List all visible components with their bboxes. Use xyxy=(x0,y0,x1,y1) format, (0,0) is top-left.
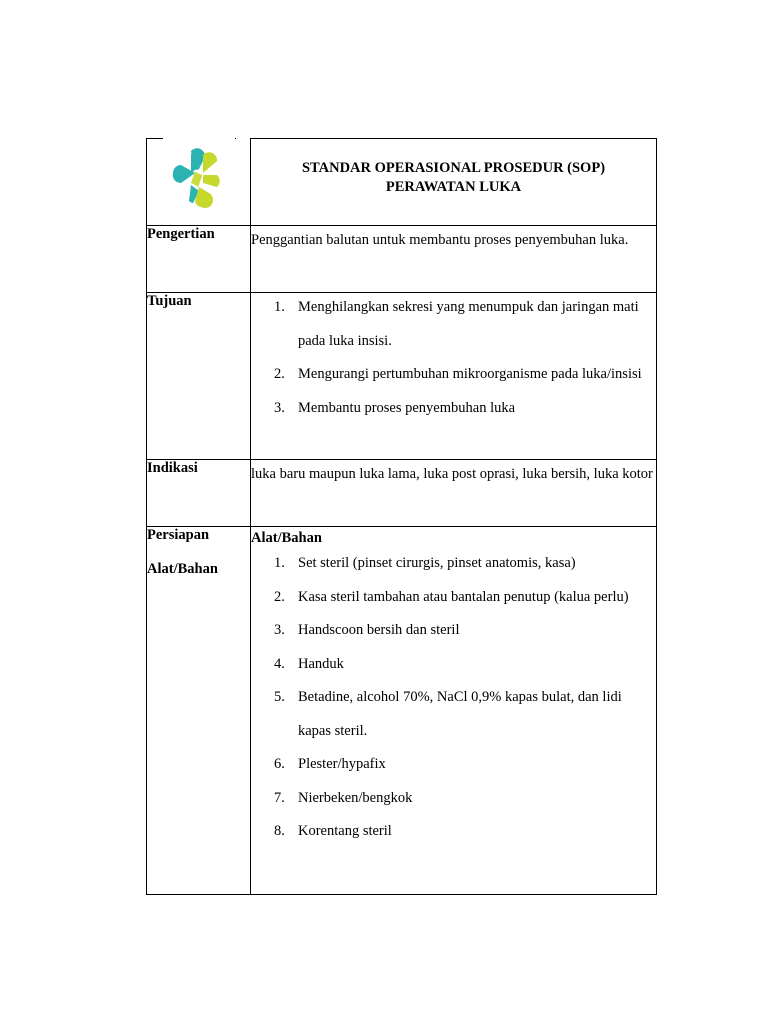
title-cell xyxy=(251,139,657,226)
alat-bahan-list xyxy=(251,547,656,849)
logo-cell xyxy=(147,139,251,226)
alat-bahan-subheading: Alat/Bahan xyxy=(251,530,322,546)
list-item: 5. Betadine, alcohol 70%, NaCl 0,9% kapas bulat, dan lidi kapas steril. xyxy=(274,689,622,739)
row-persiapan xyxy=(147,527,657,895)
indikasi-label: Indikasi xyxy=(147,460,251,527)
list-item: 7. Nierbeken/bengkok xyxy=(274,789,413,806)
list-item: 2. Mengurangi pertumbuhan mikroorganisme pada luka/insisi xyxy=(274,366,642,382)
pengertian-content xyxy=(251,226,657,293)
header-row xyxy=(147,139,657,226)
row-indikasi xyxy=(147,460,657,527)
list-item: 3. Membantu proses penyembuhan luka xyxy=(274,399,516,416)
persiapan-label: Persiapan Alat/Bahan xyxy=(147,527,251,895)
list-item: 1. Menghilangkan sekresi yang menumpuk dan jaringan mati pada luka insisi. xyxy=(274,299,639,349)
list-item: 1. Set steril (pinset cirurgis, pinset anatomis, kasa) xyxy=(274,555,576,571)
list-item: 3. Handscoon bersih dan steril xyxy=(274,622,460,638)
indikasi-text: luka baru maupun luka lama, luka post oprasi, luka bersih, luka kotor xyxy=(251,466,653,482)
document-title-line2: PERAWATAN LUKA xyxy=(385,179,522,195)
tujuan-list xyxy=(251,288,656,425)
list-item: 6. Plester/hypafix xyxy=(274,756,386,772)
kemenkes-logo-icon xyxy=(169,147,225,209)
indikasi-content xyxy=(251,460,657,527)
pengertian-text: Penggantian balutan untuk membantu proses penyembuhan luka. xyxy=(251,232,629,248)
pengertian-label: Pengertian xyxy=(147,226,251,293)
list-item: 8. Korentang steril xyxy=(274,823,392,839)
row-pengertian xyxy=(147,226,657,293)
sop-table xyxy=(146,138,657,895)
list-item: 4. Handuk xyxy=(274,655,344,672)
tujuan-label: Tujuan xyxy=(147,293,251,460)
tujuan-content xyxy=(251,293,657,460)
list-item: 2. Kasa steril tambahan atau bantalan penutup (kalua perlu) xyxy=(274,588,629,605)
persiapan-content xyxy=(251,527,657,895)
document-title-line1: STANDAR OPERASIONAL PROSEDUR (SOP) xyxy=(301,160,606,176)
row-tujuan xyxy=(147,293,657,460)
